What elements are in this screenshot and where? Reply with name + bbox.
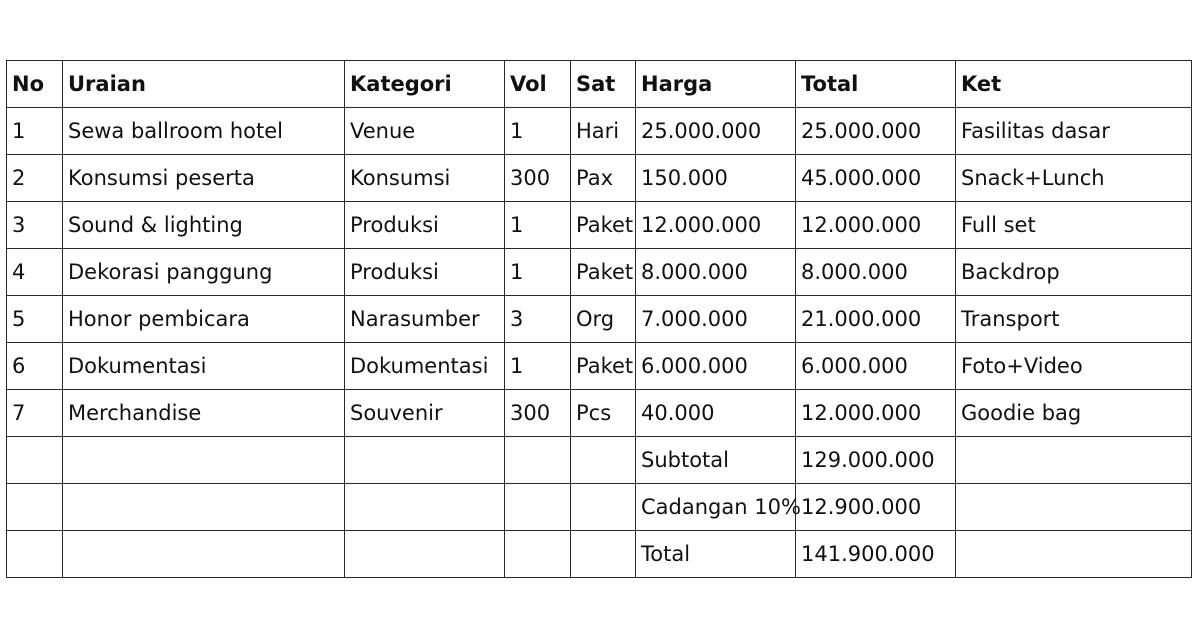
table-row	[7, 202, 1192, 249]
cell-kategori: Produksi	[345, 202, 505, 249]
cell-sat: Pax	[571, 155, 636, 202]
cell-no: 3	[7, 202, 63, 249]
cell-kategori	[345, 484, 505, 531]
cell-total: 6.000.000	[796, 343, 956, 390]
cell-kategori	[345, 531, 505, 578]
cell-uraian: Sewa ballroom hotel	[63, 108, 345, 155]
cell-ket: Full set	[956, 202, 1192, 249]
table-row	[7, 484, 1192, 531]
cell-no: 5	[7, 296, 63, 343]
cell-uraian: Dokumentasi	[63, 343, 345, 390]
header-vol: Vol	[505, 61, 571, 108]
header-no: No	[7, 61, 63, 108]
cell-kategori: Dokumentasi	[345, 343, 505, 390]
table-row	[7, 343, 1192, 390]
table-body	[7, 108, 1192, 578]
cell-sat	[571, 437, 636, 484]
cell-sat: Paket	[571, 249, 636, 296]
cell-vol: 3	[505, 296, 571, 343]
cell-ket: Goodie bag	[956, 390, 1192, 437]
cell-vol: 1	[505, 343, 571, 390]
table-row	[7, 437, 1192, 484]
table-row	[7, 296, 1192, 343]
cell-ket	[956, 437, 1192, 484]
cell-kategori: Produksi	[345, 249, 505, 296]
cell-ket: Foto+Video	[956, 343, 1192, 390]
cell-vol: 300	[505, 390, 571, 437]
cell-vol	[505, 484, 571, 531]
table-row	[7, 155, 1192, 202]
header-sat: Sat	[571, 61, 636, 108]
cell-harga: Subtotal	[636, 437, 796, 484]
cell-uraian: Honor pembicara	[63, 296, 345, 343]
cell-harga: Cadangan 10%	[636, 484, 796, 531]
header-harga: Harga	[636, 61, 796, 108]
cell-no	[7, 437, 63, 484]
cell-harga: 12.000.000	[636, 202, 796, 249]
cell-total: 25.000.000	[796, 108, 956, 155]
cell-uraian	[63, 484, 345, 531]
cell-uraian: Sound & lighting	[63, 202, 345, 249]
cell-kategori: Venue	[345, 108, 505, 155]
cell-harga: 150.000	[636, 155, 796, 202]
cell-harga: 40.000	[636, 390, 796, 437]
cell-ket: Transport	[956, 296, 1192, 343]
cell-kategori	[345, 437, 505, 484]
cell-vol	[505, 531, 571, 578]
cell-ket: Backdrop	[956, 249, 1192, 296]
header-row	[7, 61, 1192, 108]
cell-sat	[571, 484, 636, 531]
header-total: Total	[796, 61, 956, 108]
cell-total: 12.000.000	[796, 202, 956, 249]
cell-kategori: Narasumber	[345, 296, 505, 343]
cell-vol: 300	[505, 155, 571, 202]
table-row	[7, 249, 1192, 296]
table-header	[7, 61, 1192, 108]
cell-vol: 1	[505, 202, 571, 249]
cell-kategori: Konsumsi	[345, 155, 505, 202]
budget-table	[6, 60, 1192, 578]
cell-uraian: Konsumsi peserta	[63, 155, 345, 202]
cell-ket	[956, 531, 1192, 578]
cell-no	[7, 531, 63, 578]
table-row	[7, 531, 1192, 578]
cell-no: 6	[7, 343, 63, 390]
cell-sat: Paket	[571, 202, 636, 249]
cell-kategori: Souvenir	[345, 390, 505, 437]
header-uraian: Uraian	[63, 61, 345, 108]
cell-ket: Fasilitas dasar	[956, 108, 1192, 155]
table-row	[7, 390, 1192, 437]
cell-no: 1	[7, 108, 63, 155]
header-kategori: Kategori	[345, 61, 505, 108]
cell-sat: Org	[571, 296, 636, 343]
cell-vol: 1	[505, 108, 571, 155]
cell-uraian: Merchandise	[63, 390, 345, 437]
cell-harga: 8.000.000	[636, 249, 796, 296]
cell-uraian	[63, 437, 345, 484]
cell-uraian: Dekorasi panggung	[63, 249, 345, 296]
header-ket: Ket	[956, 61, 1192, 108]
cell-no: 4	[7, 249, 63, 296]
cell-total: 8.000.000	[796, 249, 956, 296]
cell-harga: 6.000.000	[636, 343, 796, 390]
cell-sat: Hari	[571, 108, 636, 155]
cell-vol: 1	[505, 249, 571, 296]
cell-sat	[571, 531, 636, 578]
cell-ket: Snack+Lunch	[956, 155, 1192, 202]
cell-total: 45.000.000	[796, 155, 956, 202]
cell-total: 12.000.000	[796, 390, 956, 437]
cell-total: 21.000.000	[796, 296, 956, 343]
cell-total: 141.900.000	[796, 531, 956, 578]
cell-harga: 25.000.000	[636, 108, 796, 155]
cell-no: 2	[7, 155, 63, 202]
cell-sat: Pcs	[571, 390, 636, 437]
cell-total: 129.000.000	[796, 437, 956, 484]
cell-uraian	[63, 531, 345, 578]
cell-ket	[956, 484, 1192, 531]
table-row	[7, 108, 1192, 155]
cell-no	[7, 484, 63, 531]
cell-total: 12.900.000	[796, 484, 956, 531]
cell-harga: 7.000.000	[636, 296, 796, 343]
cell-vol	[505, 437, 571, 484]
cell-no: 7	[7, 390, 63, 437]
cell-sat: Paket	[571, 343, 636, 390]
cell-harga: Total	[636, 531, 796, 578]
